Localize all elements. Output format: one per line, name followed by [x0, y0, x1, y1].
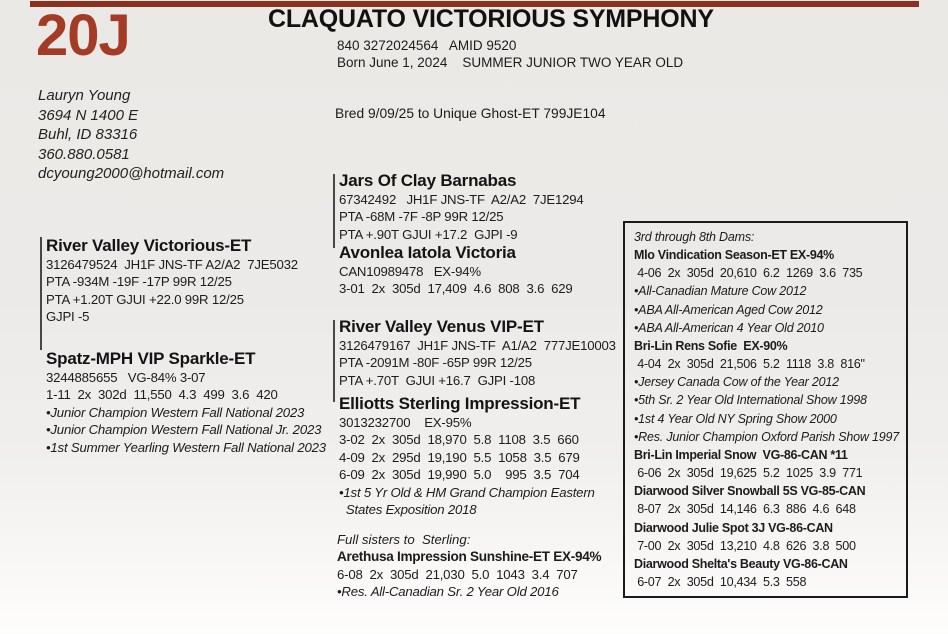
full-sisters-block	[337, 531, 601, 601]
maternal-grandsire-ids: 3126479167 JH1F JNS-TF A1/A2 777JE10003	[339, 338, 616, 353]
full-sister-record: 6-08 2x 305d 21,030 5.0 1043 3.4 707	[337, 567, 578, 582]
maternal-granddam-award-2: States Exposition 2018	[339, 502, 477, 518]
dam-name: Spatz-MPH VIP Sparkle-ET	[46, 349, 256, 368]
maternal-grandsire-pta-2: PTA +.70T GJUI +16.7 GJPI -108	[339, 372, 536, 388]
paternal-granddam-record: 3-01 2x 305d 17,409 4.6 808 3.6 629	[339, 281, 573, 297]
third-dam-award-2: •ABA All-American Aged Cow 2012	[634, 302, 823, 317]
lot-number: 20J	[36, 3, 130, 68]
dam-record: 1-11 2x 302d 11,550 4.3 499 3.6 420	[46, 387, 278, 403]
third-dam-record: 4-06 2x 305d 20,610 6.2 1269 3.6 735	[634, 266, 863, 281]
fifth-dam-name: Bri-Lin Imperial Snow VG-86-CAN *11	[634, 447, 848, 462]
sire-name: River Valley Victorious-ET	[46, 236, 252, 255]
maternal-grandsire-block	[339, 317, 616, 389]
third-dam-award-1: •All-Canadian Mature Cow 2012	[634, 284, 807, 299]
third-dam-name: Mlo Vindication Season-ET EX-94%	[634, 248, 834, 263]
dam-award-1: •Junior Champion Western Fall National 2023	[46, 404, 305, 420]
paternal-grandsire-pta-2: PTA +.90T GJUI +17.2 GJPI -9	[339, 226, 518, 242]
maternal-granddam-ids: 3013232700 EX-95%	[339, 415, 472, 430]
dam-award-3: •1st Summer Yearling Western Fall National 2023	[46, 439, 326, 455]
dam-ids: 3244885655 VG-84% 3-07	[46, 370, 206, 385]
bred-line: Bred 9/09/25 to Unique Ghost-ET 799JE104	[335, 106, 606, 121]
full-sister-name: Arethusa Impression Sunshine-ET EX-94%	[337, 549, 602, 565]
fourth-dam-record: 4-04 2x 305d 21,506 5.2 1118 3.8 816"	[634, 357, 865, 372]
born-line: Born June 1, 2024 SUMMER JUNIOR TWO YEAR OLD	[337, 55, 684, 70]
seventh-dam-record: 7-00 2x 305d 13,210 4.8 626 3.8 500	[634, 538, 856, 553]
sire-pta-2: PTA +1.20T GJUI +22.0 99R 12/25	[46, 291, 244, 307]
animal-name-title: CLAQUATO VICTORIOUS SYMPHONY	[268, 5, 714, 33]
fourth-dam-award-1: •Jersey Canada Cow of the Year 2012	[634, 375, 839, 390]
maternal-granddam-award-1: •1st 5 Yr Old & HM Grand Champion Eastern	[339, 484, 595, 500]
registration-line: 840 3272024564 AMID 9520	[337, 38, 517, 53]
paternal-granddam-name: Avonlea Iatola Victoria	[339, 243, 516, 262]
sixth-dam-name: Diarwood Silver Snowball 5S VG-85-CAN	[634, 484, 866, 499]
sire-pta-1: PTA -934M -19F -17P 99R 12/25	[46, 274, 232, 290]
consignor-name: Lauryn Young	[38, 87, 131, 104]
maternal-granddam-name: Elliotts Sterling Impression-ET	[339, 394, 581, 413]
dam-block	[46, 349, 326, 456]
seventh-dam-name: Diarwood Julie Spot 3J VG-86-CAN	[634, 520, 833, 535]
paternal-granddam-block	[339, 243, 573, 298]
fourth-dam-award-4: •Res. Junior Champion Oxford Parish Show 1997	[634, 429, 899, 444]
consignor-phone: 360.880.0581	[38, 145, 130, 163]
maternal-granddam-block	[339, 394, 595, 518]
extended-dams-box	[623, 221, 908, 598]
consignor-address-line2: Buhl, ID 83316	[38, 126, 138, 143]
pedigree-bracket-left	[40, 237, 42, 350]
sixth-dam-record: 8-07 2x 305d 14,146 6.3 886 4.6 648	[634, 502, 856, 517]
paternal-granddam-ids: CAN10989478 EX-94%	[339, 264, 481, 279]
fourth-dam-award-2: •5th Sr. 2 Year Old International Show 1998	[634, 393, 867, 408]
maternal-granddam-record-3: 6-09 2x 305d 19,990 5.0 995 3.5 704	[339, 467, 580, 483]
maternal-grandsire-name: River Valley Venus VIP-ET	[339, 317, 544, 336]
paternal-grandsire-block	[339, 171, 584, 243]
maternal-grandsire-pta-1: PTA -2091M -80F -65P 99R 12/25	[339, 355, 532, 371]
paternal-grandsire-pta-1: PTA -68M -7F -8P 99R 12/25	[339, 209, 504, 225]
third-dam-award-3: •ABA All-American 4 Year Old 2010	[634, 320, 824, 335]
full-sister-award: •Res. All-Canadian Sr. 2 Year Old 2016	[337, 584, 559, 600]
fourth-dam-name: Bri-Lin Rens Sofie EX-90%	[634, 338, 788, 353]
consignor-address-line1: 3694 N 1400 E	[38, 106, 139, 124]
fifth-dam-record: 6-06 2x 305d 19,625 5.2 1025 3.9 771	[634, 466, 863, 481]
dams-box-heading: 3rd through 8th Dams:	[634, 230, 755, 244]
fourth-dam-award-3: •1st 4 Year Old NY Spring Show 2000	[634, 411, 837, 426]
sire-gjpi: GJPI -5	[46, 309, 90, 325]
sire-ids: 3126479524 JH1F JNS-TF A2/A2 7JE5032	[46, 257, 298, 272]
maternal-granddam-record-2: 4-09 2x 295d 19,190 5.5 1058 3.5 679	[339, 449, 580, 465]
consignor-email: dcyoung2000@hotmail.com	[38, 165, 225, 182]
pedigree-bracket-paternal	[333, 174, 335, 248]
eighth-dam-name: Diarwood Shelta's Beauty VG-86-CAN	[634, 556, 848, 571]
paternal-grandsire-name: Jars Of Clay Barnabas	[339, 171, 517, 190]
full-sisters-heading: Full sisters to Sterling:	[337, 532, 471, 547]
sire-block	[46, 236, 298, 326]
maternal-granddam-record-1: 3-02 2x 305d 18,970 5.8 1108 3.5 660	[339, 432, 579, 448]
consignor-contact	[38, 86, 224, 184]
dam-award-2: •Junior Champion Western Fall National Jr. 2023	[46, 422, 322, 438]
pedigree-bracket-maternal	[333, 320, 335, 402]
eighth-dam-record: 6-07 2x 305d 10,434 5.3 558	[634, 574, 807, 589]
paternal-grandsire-ids: 67342492 JH1F JNS-TF A2/A2 7JE1294	[339, 192, 584, 207]
